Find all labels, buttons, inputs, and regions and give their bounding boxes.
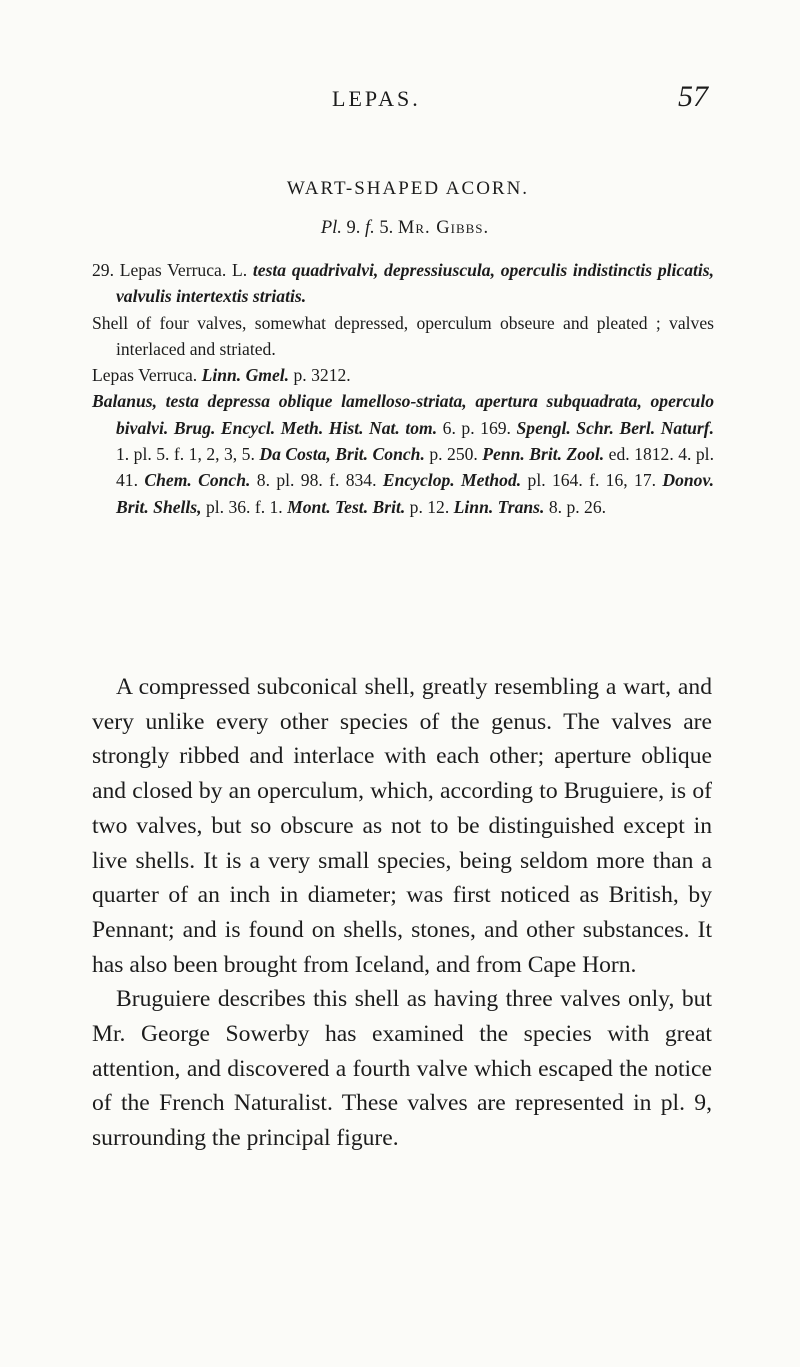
ref-montagu: Mont. Test. Brit.	[287, 496, 406, 517]
ref-da-costa: Da Costa, Brit. Conch.	[259, 444, 425, 465]
ref-bruguiere: Brug. Encycl. Meth. Hist. Nat. tom.	[173, 417, 438, 438]
ref-da-costa-loc: p. 250.	[429, 444, 478, 465]
species-name: Lepas Verruca.	[119, 260, 227, 280]
ref-donovan: Donov. Brit. Shells,	[116, 470, 715, 517]
figure-number: 5.	[379, 218, 394, 238]
ref-linn-trans-loc: 8. p. 26.	[548, 496, 607, 517]
species-number: 29.	[92, 260, 114, 280]
plate-number: 9.	[346, 218, 361, 238]
ref-chemnitz: Chem. Conch.	[144, 470, 251, 491]
plate-reference	[0, 218, 800, 239]
description-paragraph-1: A compressed subconical shell, greatly resembling a wart, and very unlike every other species of the genus. The valves are strongly ribbed and interlace with each other; aperture oblique and closed by an operculum, which, according to Bruguiere, is of two valves, but so obscure as not to be distinguished except in live shells. It is a very small species, being seldom more than a quarter of an inch in diameter; was first noticed as British, by Pennant; and is found on shells, stones, and other substances. It has also been brought from Iceland, and from Cape Horn.	[92, 674, 712, 978]
synonymy-entry-linnaeus	[92, 257, 714, 310]
ref-encyclop-loc: pl. 164. f. 16, 17.	[527, 470, 657, 491]
synonymy-entry-balanus	[92, 388, 714, 519]
running-title: LEPAS.	[332, 86, 421, 111]
ref-spengler-loc: 1. pl. 5. f. 1, 2, 3, 5.	[116, 444, 255, 465]
ref-spengler: Spengl. Schr. Berl. Naturf.	[516, 417, 714, 438]
synonym-name: Lepas Verruca.	[92, 365, 198, 386]
description-paragraph-2: Bruguiere describes this shell as having three valves only, but Mr. George Sowerby has examined the species with great attention, and discovered a fourth valve which escaped the notice of the French Naturalist. These valves are represented in pl. 9, surrounding the principal figure.	[92, 986, 712, 1152]
ref-pennant: Penn. Brit. Zool.	[482, 444, 605, 465]
figure-label: f.	[365, 218, 375, 238]
ref-chemnitz-loc: 8. pl. 98. f. 834.	[256, 470, 377, 491]
synonymy-block	[92, 257, 714, 520]
english-diagnosis: Shell of four valves, somewhat depressed, operculum obseure and pleated ; valves interlaced and striated.	[92, 312, 714, 359]
contributor: Mr. Gibbs.	[397, 218, 490, 238]
ref-linn-trans: Linn. Trans.	[453, 496, 545, 517]
balanus-diagnosis: Balanus, testa depressa oblique lamelloso-striata, apertura subquadrata, operculo bivalvi.	[92, 391, 714, 438]
ref-encyclop: Encyclop. Method.	[382, 470, 522, 491]
page-number: 57	[678, 80, 708, 113]
synonym-reference: Linn. Gmel.	[201, 365, 290, 386]
ref-montagu-loc: p. 12.	[409, 496, 450, 517]
latin-diagnosis: testa quadrivalvi, depressiuscula, operculis indistinctis plicatis, valvulis intertextis striatis.	[116, 260, 715, 307]
synonymy-entry-gmelin	[92, 362, 714, 388]
running-head	[0, 80, 800, 116]
ref-bruguiere-loc: 6. p. 169.	[442, 417, 511, 438]
plate-label: Pl.	[320, 218, 342, 238]
ref-pennant-loc: ed. 1812. 4. pl. 41.	[116, 444, 714, 491]
synonym-page: p. 3212.	[293, 365, 351, 386]
species-common-name: WART-SHAPED ACORN.	[286, 178, 530, 199]
species-author: L.	[231, 260, 248, 280]
ref-donovan-loc: pl. 36. f. 1.	[205, 496, 283, 517]
description-block	[92, 670, 712, 1156]
